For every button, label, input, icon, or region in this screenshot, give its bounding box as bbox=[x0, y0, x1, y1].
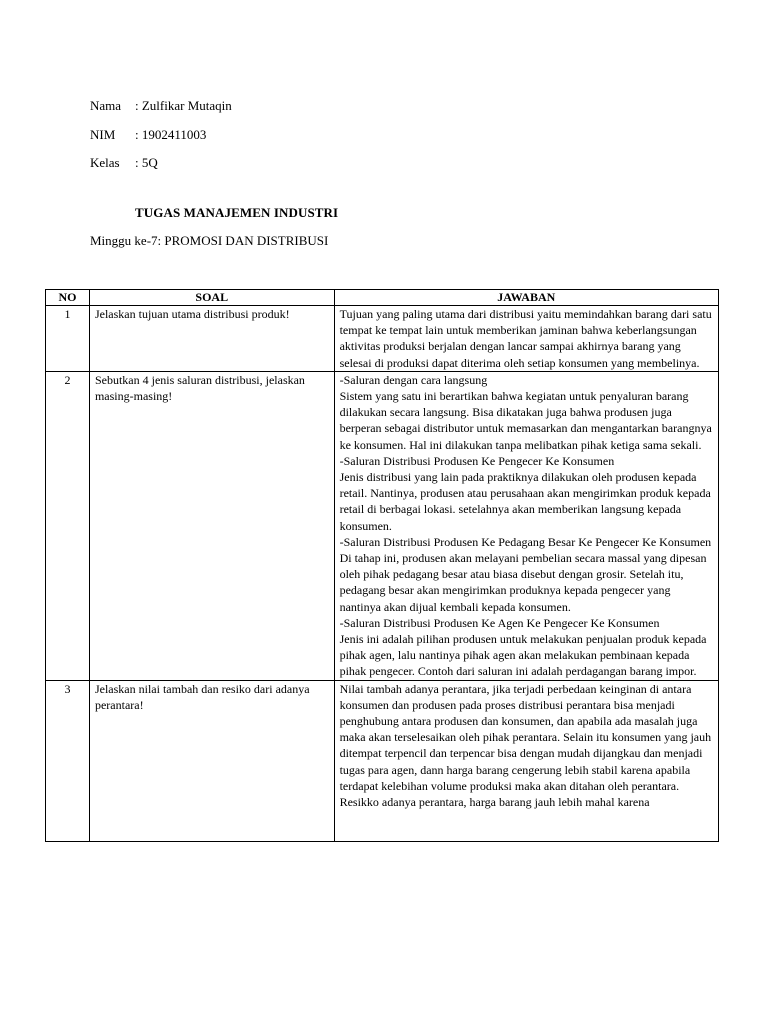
row-number: 2 bbox=[46, 371, 90, 680]
table-header-row bbox=[46, 290, 719, 306]
student-info bbox=[90, 92, 232, 178]
header-soal: SOAL bbox=[89, 290, 334, 306]
answer-cell bbox=[334, 680, 718, 841]
document-subtitle: Minggu ke-7: PROMOSI DAN DISTRIBUSI bbox=[90, 233, 329, 248]
class-row bbox=[90, 149, 232, 178]
table-row bbox=[46, 371, 719, 680]
nim-row bbox=[90, 121, 232, 150]
answer-paragraph: Jenis ini adalah pilihan produsen untuk melakukan penjualan produk kepada pihak agen, lalu nantinya pihak agen akan melakukan pembinaan kepada pihak pengecer. Contoh dari saluran ini adalah perdagangan barang impor. bbox=[339, 632, 707, 679]
answer-paragraph: Di tahap ini, produsen akan melayani pembelian secara massal yang dipesan oleh pihak pedagang besar atau biasa disebut dengan grosir. Setelah itu, pedagang besar akan mengirimkan produknya kepada pengecer yang nantinya akan dijual kembali kepada konsumen. bbox=[339, 551, 707, 614]
question-cell: Jelaskan tujuan utama distribusi produk! bbox=[89, 306, 334, 372]
name-label: Nama bbox=[90, 98, 122, 113]
nim-label: NIM bbox=[90, 126, 116, 142]
document-title: TUGAS MANAJEMEN INDUSTRI bbox=[135, 205, 339, 220]
class-label: Kelas bbox=[90, 155, 120, 170]
answer-paragraph: Sistem yang satu ini berartikan bahwa kegiatan untuk penyaluran barang dilakukan secara langsung. Bisa dikatakan juga bahwa produsen juga berperan sebagai distributor untuk memasarkan dan mengantarkan barangnya ke konsumen. Hal ini dilakukan tanpa melibatkan pihak ketiga sama sekali. bbox=[339, 389, 712, 452]
header-no: NO bbox=[46, 290, 90, 306]
answer-paragraph: Tujuan yang paling utama dari distribusi yaitu memindahkan barang dari satu tempat ke tempat lain untuk memberikan jaminan bahwa keberlangsungan aktivitas produksi berjalan dengan lancar sampai akhirnya barang yang selesai di produksi dapat diterima oleh setiap konsumen yang membelinya. bbox=[339, 307, 712, 370]
answer-paragraph: Resikko adanya perantara, harga barang jauh lebih mahal karena bbox=[339, 795, 650, 810]
qa-table bbox=[45, 289, 719, 842]
answer-paragraph: Jenis distribusi yang lain pada praktiknya dilakukan oleh produsen kepada retail. Nantinya, produsen atau perusahaan akan mengirimkan produk kepada retail di berbagai lokasi. setelahnya akan memberikan langsung kepada konsumen. bbox=[339, 470, 711, 533]
name-value: : Zulfikar Mutaqin bbox=[135, 98, 232, 113]
answer-heading: -Saluran Distribusi Produsen Ke Agen Ke Pengecer Ke Konsumen bbox=[339, 615, 660, 630]
nim-value: : 1902411003 bbox=[135, 126, 207, 142]
answer-heading: -Saluran Distribusi Produsen Ke Pengecer Ke Konsumen bbox=[339, 453, 615, 468]
answer-paragraph: Nilai tambah adanya perantara, jika terjadi perbedaan keinginan di antara konsumen dan produsen pada proses distribusi perantara bisa menjadi penghubung antara produsen dan konsumen, dan apabila ada masalah juga maka akan terselesaikan oleh pihak perantara. Selain itu konsumen yang jauh ditempat terpencil dan terpencar bisa dengan mudah dijangkau dan menjadi tugas para agen, dann harga barang cengerung lebih stabil karena apabila terdapat kelebihan volume produksi maka akan ditahan oleh perantara. bbox=[339, 681, 712, 793]
question-cell: Jelaskan nilai tambah dan resiko dari adanya perantara! bbox=[89, 680, 334, 841]
header-jawaban: JAWABAN bbox=[334, 290, 718, 306]
answer-heading: -Saluran dengan cara langsung bbox=[339, 372, 488, 387]
table-row bbox=[46, 306, 719, 372]
row-number: 3 bbox=[46, 680, 90, 841]
answer-cell bbox=[334, 306, 718, 372]
class-value: : 5Q bbox=[135, 155, 158, 170]
answer-heading: -Saluran Distribusi Produsen Ke Pedagang Besar Ke Pengecer Ke Konsumen bbox=[339, 534, 712, 549]
name-row bbox=[90, 92, 232, 121]
question-cell: Sebutkan 4 jenis saluran distribusi, jelaskan masing-masing! bbox=[89, 371, 334, 680]
table-row bbox=[46, 680, 719, 841]
answer-cell bbox=[334, 371, 718, 680]
row-number: 1 bbox=[46, 306, 90, 372]
